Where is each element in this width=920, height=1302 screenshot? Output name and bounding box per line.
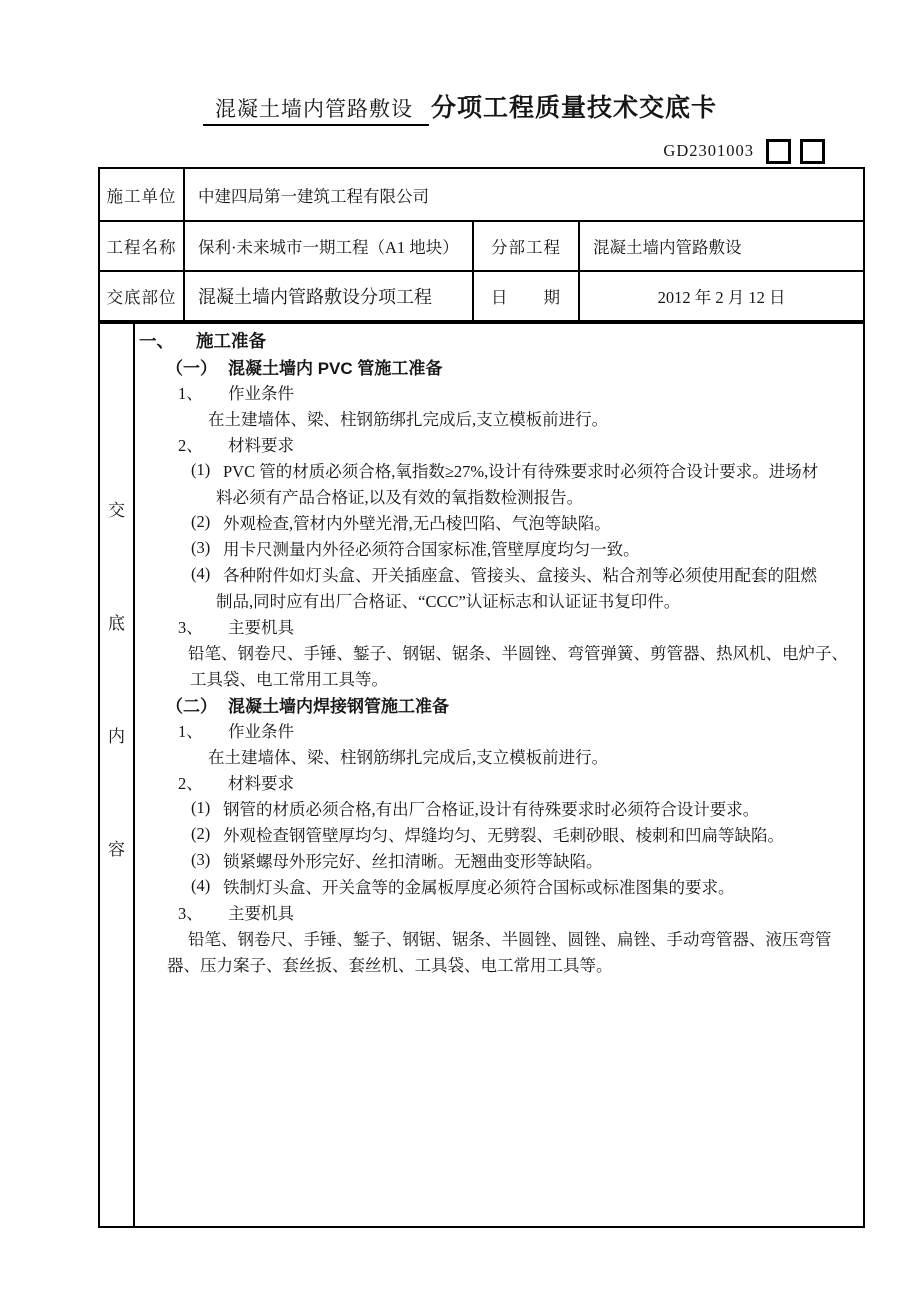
item-text: 铁制灯头盒、开关盒等的金属板厚度必须符合国标或标准图集的要求。 xyxy=(223,878,735,897)
item-text: 外观检查钢管壁厚均匀、焊缝均匀、无劈裂、毛刺砂眼、棱刺和凹扁等缺陷。 xyxy=(223,826,784,845)
item-marker: (3) xyxy=(191,850,211,869)
value-date: 2012 年 2 月 12 日 xyxy=(657,288,786,307)
numbered-heading xyxy=(135,613,863,639)
side-char-4: 容 xyxy=(108,840,125,859)
numbered-heading xyxy=(135,899,863,925)
list-item xyxy=(135,795,863,821)
content-body xyxy=(135,324,863,1226)
list-item-continuation xyxy=(135,587,863,613)
numbered-heading-text: 作业条件 xyxy=(228,722,294,741)
subsection-marker: （一） xyxy=(166,358,217,378)
doc-code: GD2301003 xyxy=(663,141,754,160)
paragraph-text: 铅笔、钢卷尺、手锤、錾子、钢锯、锯条、半圆锉、圆锉、扁锉、手动弯管器、液压弯管 xyxy=(188,930,832,949)
item-marker: (3) xyxy=(191,538,211,557)
list-item xyxy=(135,509,863,535)
item-text: 锁紧螺母外形完好、丝扣清晰。无翘曲变形等缺陷。 xyxy=(223,852,603,871)
number-marker: 1、 xyxy=(178,384,203,403)
item-marker: (4) xyxy=(191,564,211,583)
paragraph-continuation xyxy=(135,951,863,977)
section-heading xyxy=(135,327,863,353)
paragraph-text: 器、压力案子、套丝扳、套丝机、工具袋、电工常用工具等。 xyxy=(167,956,613,975)
checkbox-2[interactable] xyxy=(800,139,825,164)
subsection-heading-text: 混凝土墙内焊接钢管施工准备 xyxy=(228,696,449,716)
numbered-heading-text: 材料要求 xyxy=(228,774,294,793)
side-char-1: 交 xyxy=(108,501,125,520)
checkbox-group xyxy=(766,139,825,164)
numbered-heading xyxy=(135,431,863,457)
paragraph-text: 在土建墙体、梁、柱钢筋绑扎完成后,支立模板前进行。 xyxy=(208,410,609,429)
numbered-heading-text: 作业条件 xyxy=(228,384,294,403)
numbered-heading-text: 材料要求 xyxy=(228,436,294,455)
info-table xyxy=(98,167,865,322)
item-text: PVC 管的材质必须合格,氧指数≥27%,设计有待殊要求时必须符合设计要求。进场材 xyxy=(223,462,819,481)
list-item-continuation xyxy=(135,483,863,509)
title-subject-underlined: 混凝土墙内管路敷设 xyxy=(203,97,429,126)
label-sub-project: 分部工程 xyxy=(474,222,580,272)
side-char-3: 内 xyxy=(108,727,125,746)
subsection-heading-text: 混凝土墙内 PVC 管施工准备 xyxy=(228,358,443,378)
content-table xyxy=(98,322,865,1228)
label-construction-unit: 施工单位 xyxy=(100,169,185,222)
paragraph-line xyxy=(135,639,863,665)
label-date: 日 期 xyxy=(474,272,580,320)
list-item xyxy=(135,535,863,561)
item-text: 钢管的材质必须合格,有出厂合格证,设计有待殊要求时必须符合设计要求。 xyxy=(223,800,760,819)
side-char-2: 底 xyxy=(108,614,125,633)
item-text: 用卡尺测量内外径必须符合国家标准,管壁厚度均匀一致。 xyxy=(223,540,640,559)
value-construction-unit: 中建四局第一建筑工程有限公司 xyxy=(185,169,863,222)
number-marker: 1、 xyxy=(178,722,203,741)
item-text: 各种附件如灯头盒、开关插座盒、管接头、盒接头、粘合剂等必须使用配套的阻燃 xyxy=(223,566,817,585)
subsection-heading xyxy=(135,691,863,717)
doc-code-row xyxy=(98,137,825,165)
checkbox-1[interactable] xyxy=(766,139,791,164)
list-item xyxy=(135,457,863,483)
page-title xyxy=(0,88,920,124)
value-disclosure-part: 混凝土墙内管路敷设分项工程 xyxy=(185,272,474,320)
numbered-heading-text: 主要机具 xyxy=(228,618,294,637)
item-text: 外观检查,管材内外壁光滑,无凸棱凹陷、气泡等缺陷。 xyxy=(223,514,611,533)
subsection-heading xyxy=(135,353,863,379)
item-marker: (4) xyxy=(191,876,211,895)
numbered-heading xyxy=(135,769,863,795)
value-project-name: 保利·未来城市一期工程（A1 地块） xyxy=(185,222,474,272)
number-marker: 3、 xyxy=(178,618,203,637)
list-item xyxy=(135,561,863,587)
label-project-name: 工程名称 xyxy=(100,222,185,272)
list-item xyxy=(135,821,863,847)
number-marker: 2、 xyxy=(178,436,203,455)
item-marker: (2) xyxy=(191,512,211,531)
item-marker: (1) xyxy=(191,798,211,817)
paragraph-text: 铅笔、钢卷尺、手锤、錾子、钢锯、锯条、半圆锉、弯管弹簧、剪管器、热风机、电炉子、 xyxy=(188,644,848,663)
paragraph-line xyxy=(135,743,863,769)
item-text: 料必须有产品合格证,以及有效的氧指数检测报告。 xyxy=(216,488,584,507)
paragraph-continuation xyxy=(135,665,863,691)
item-marker: (2) xyxy=(191,824,211,843)
numbered-heading xyxy=(135,379,863,405)
subsection-marker: （二） xyxy=(166,696,217,716)
paragraph-text: 工具袋、电工常用工具等。 xyxy=(190,670,388,689)
section-heading-text: 施工准备 xyxy=(196,330,266,351)
numbered-heading xyxy=(135,717,863,743)
value-sub-project: 混凝土墙内管路敷设 xyxy=(580,222,863,272)
paragraph-line xyxy=(135,925,863,951)
numbered-heading-text: 主要机具 xyxy=(228,904,294,923)
list-item xyxy=(135,873,863,899)
item-text: 制品,同时应有出厂合格证、“CCC”认证标志和认证证书复印件。 xyxy=(216,592,681,611)
side-label-disclosure-content xyxy=(100,324,135,1226)
number-marker: 2、 xyxy=(178,774,203,793)
label-disclosure-part: 交底部位 xyxy=(100,272,185,320)
item-marker: (1) xyxy=(191,460,211,479)
number-marker: 3、 xyxy=(178,904,203,923)
paragraph-text: 在土建墙体、梁、柱钢筋绑扎完成后,支立模板前进行。 xyxy=(208,748,609,767)
list-item xyxy=(135,847,863,873)
paragraph-line xyxy=(135,405,863,431)
title-main: 分项工程质量技术交底卡 xyxy=(430,94,717,122)
section-marker: 一、 xyxy=(139,330,174,351)
